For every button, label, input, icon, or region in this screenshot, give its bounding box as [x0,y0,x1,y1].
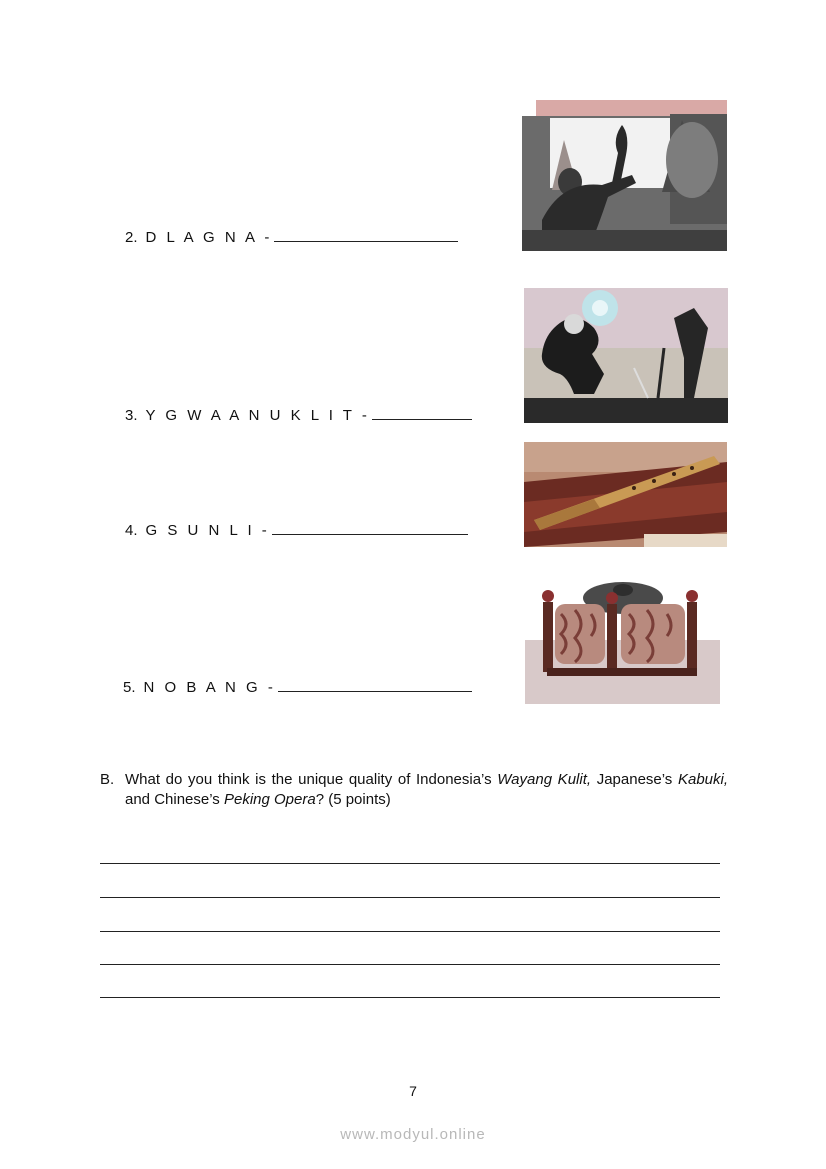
question-italic: Peking Opera [223,791,316,808]
scrambled-word: G S U N L I - [145,522,270,539]
bonang-gong-image [525,580,720,704]
item-number: 3. [125,407,138,424]
page-number: 7 [409,1083,417,1099]
scrambled-word: D L A G N A - [145,229,273,246]
question-italic: Kabuki, [677,771,729,788]
question-italic: Wayang Kulit, [497,771,592,788]
item-4 [125,520,468,539]
answer-line[interactable] [100,931,720,932]
wayang-kulit-image [524,288,728,423]
answer-line[interactable] [100,897,720,898]
answer-line[interactable] [100,997,720,998]
item-3 [125,405,472,424]
item-number: 4. [125,522,138,539]
suling-flute-image [524,442,727,547]
question-part: ? (5 points) [315,791,391,808]
section-letter: B. [100,771,115,788]
answer-blank[interactable] [278,677,472,692]
answer-line[interactable] [100,863,720,864]
answer-blank[interactable] [272,520,468,535]
question-text [125,770,728,810]
answer-blank[interactable] [274,227,458,242]
question-part: What do you think is the unique quality of Indonesia’s [125,771,498,788]
question-part: and Chinese’s [125,791,224,808]
scrambled-word: N O B A N G - [143,679,276,696]
wayang-puppeteer-image [522,100,727,251]
item-number: 2. [125,229,138,246]
question-part: Japanese’s [591,771,678,788]
answer-blank[interactable] [372,405,472,420]
scrambled-word: Y G W A A N U K L I T - [145,407,370,424]
item-5 [123,677,472,696]
section-b-question [100,770,728,810]
item-2 [125,227,458,246]
answer-line[interactable] [100,964,720,965]
item-number: 5. [123,679,136,696]
watermark: www.modyul.online [340,1126,486,1143]
